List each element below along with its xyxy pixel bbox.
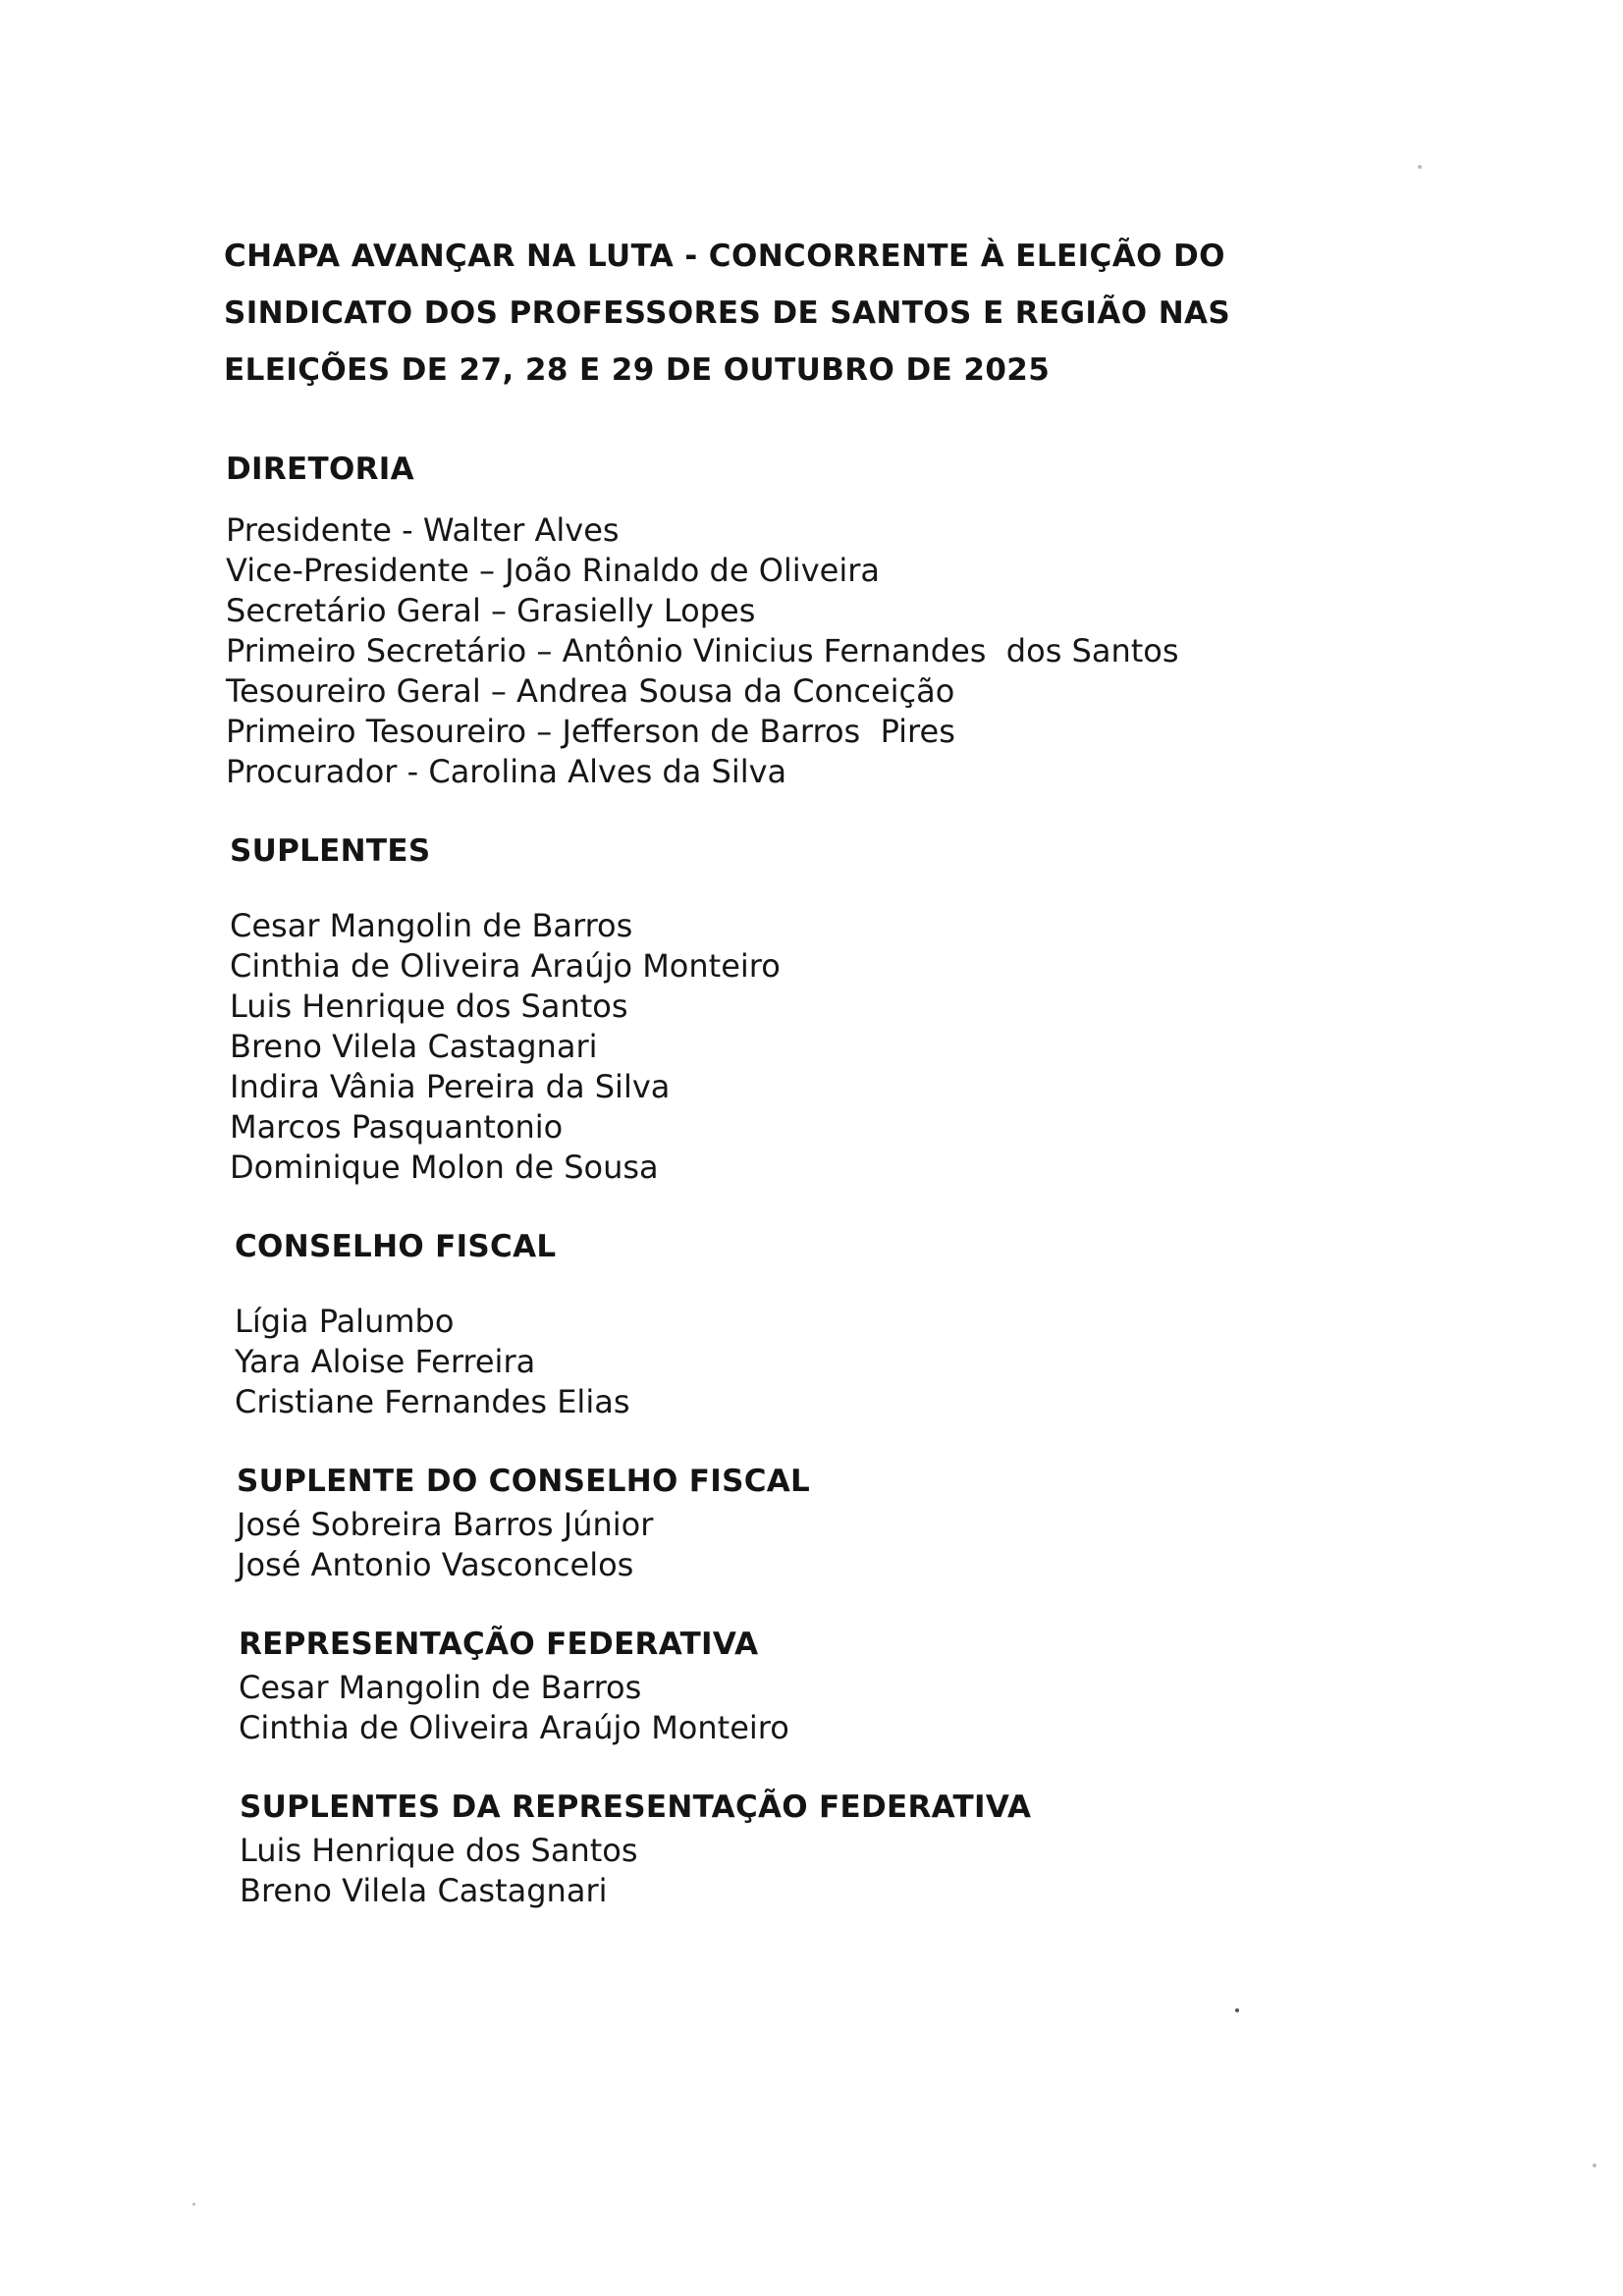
section-heading: SUPLENTES bbox=[230, 833, 431, 869]
section-diretoria bbox=[226, 450, 1476, 792]
section-heading: REPRESENTAÇÃO FEDERATIVA bbox=[239, 1627, 759, 1662]
list-item: Cesar Mangolin de Barros bbox=[230, 907, 633, 944]
list-item: Yara Aloise Ferreira bbox=[235, 1343, 536, 1380]
document-title bbox=[224, 228, 1476, 399]
list-item: José Antonio Vasconcelos bbox=[237, 1546, 634, 1583]
member-list bbox=[226, 510, 1476, 792]
list-item: Cinthia de Oliveira Araújo Monteiro bbox=[230, 947, 781, 985]
list-item: Presidente - Walter Alves bbox=[226, 511, 620, 549]
title-line: ELEIÇÕES DE 27, 28 E 29 DE OUTUBRO DE 2025 bbox=[224, 352, 1051, 388]
section-suplentes-representacao-federativa bbox=[240, 1788, 1476, 1911]
list-item: Luis Henrique dos Santos bbox=[240, 1832, 638, 1869]
section-suplentes bbox=[230, 831, 1476, 1188]
list-item: José Sobreira Barros Júnior bbox=[237, 1506, 654, 1543]
section-conselho-fiscal bbox=[235, 1227, 1476, 1422]
section-heading: SUPLENTE DO CONSELHO FISCAL bbox=[237, 1464, 811, 1499]
list-item: Tesoureiro Geral – Andrea Sousa da Conceição bbox=[226, 672, 955, 710]
list-item: Cristiane Fernandes Elias bbox=[235, 1383, 630, 1420]
list-item: Breno Vilela Castagnari bbox=[240, 1872, 608, 1909]
member-list bbox=[240, 1831, 1476, 1911]
section-heading: SUPLENTES DA REPRESENTAÇÃO FEDERATIVA bbox=[240, 1789, 1032, 1825]
title-line: CHAPA AVANÇAR NA LUTA - CONCORRENTE À ELEIÇÃO DO bbox=[224, 239, 1225, 274]
list-item: Cesar Mangolin de Barros bbox=[239, 1669, 642, 1706]
list-item: Procurador - Carolina Alves da Silva bbox=[226, 753, 787, 790]
section-suplente-conselho-fiscal bbox=[237, 1462, 1476, 1585]
scan-speck bbox=[1235, 2008, 1239, 2012]
list-item: Marcos Pasquantonio bbox=[230, 1108, 564, 1146]
list-item: Secretário Geral – Grasielly Lopes bbox=[226, 592, 756, 629]
title-line: SINDICATO DOS PROFESSORES DE SANTOS E REGIÃO NAS bbox=[224, 295, 1231, 331]
scan-speck bbox=[192, 2203, 195, 2206]
list-item: Breno Vilela Castagnari bbox=[230, 1028, 598, 1065]
list-item: Cinthia de Oliveira Araújo Monteiro bbox=[239, 1709, 789, 1746]
scan-speck bbox=[1593, 2163, 1596, 2167]
list-item: Vice-Presidente – João Rinaldo de Oliveira bbox=[226, 552, 880, 589]
member-list bbox=[230, 906, 1476, 1188]
section-heading: CONSELHO FISCAL bbox=[235, 1229, 557, 1264]
section-representacao-federativa bbox=[239, 1625, 1476, 1748]
list-item: Lígia Palumbo bbox=[235, 1303, 455, 1340]
section-heading: DIRETORIA bbox=[226, 452, 414, 487]
list-item: Indira Vânia Pereira da Silva bbox=[230, 1068, 671, 1105]
scan-speck bbox=[1418, 165, 1422, 169]
list-item: Luis Henrique dos Santos bbox=[230, 988, 628, 1025]
member-list bbox=[235, 1302, 1476, 1422]
member-list bbox=[237, 1505, 1476, 1585]
list-item: Primeiro Tesoureiro – Jefferson de Barros Pires bbox=[226, 713, 955, 750]
list-item: Dominique Molon de Sousa bbox=[230, 1148, 659, 1186]
member-list bbox=[239, 1668, 1476, 1748]
list-item: Primeiro Secretário – Antônio Vinicius Fernandes dos Santos bbox=[226, 632, 1179, 669]
